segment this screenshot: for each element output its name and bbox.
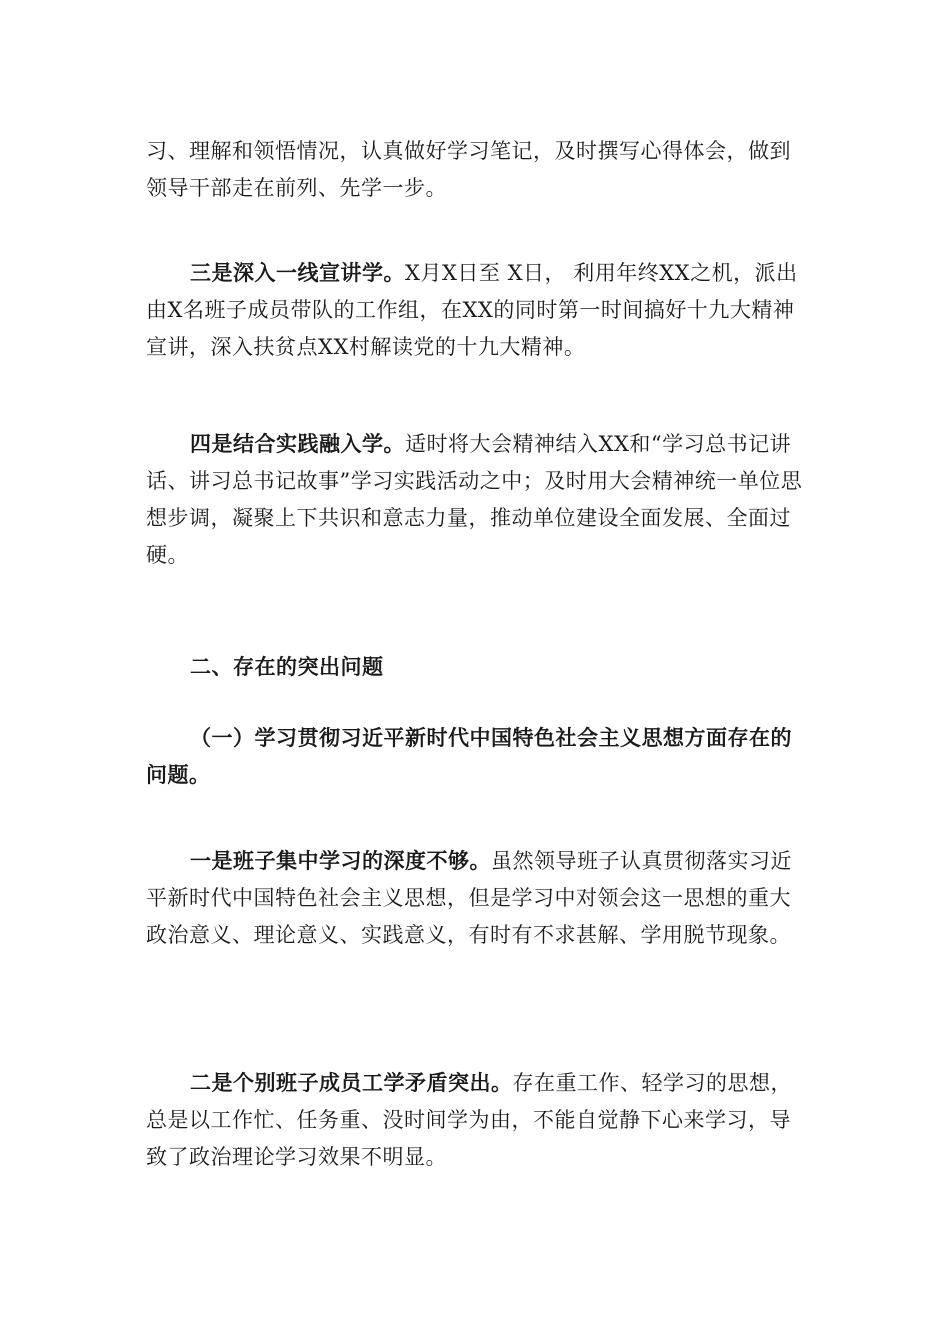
paragraph-two-conflict (146, 1064, 806, 1176)
paragraph-continued (146, 133, 806, 207)
paragraph-body: 适时将大会精神结入XX和“学习总书记讲话、讲习总书记故事”学习实践活动之中；及时用大会精神统一单位思想步调，凝聚上下共识和意志力量，推动单位建设全面发展、全面过硬。 (146, 432, 803, 567)
paragraph-four-practice (146, 425, 806, 574)
paragraph-lead: 三是深入一线宣讲学。 (190, 260, 405, 285)
paragraph-lead: 一是班子集中学习的深度不够。 (190, 848, 491, 873)
paragraph-body: 虽然领导班子认真贯彻落实习近平新时代中国特色社会主义思想，但是学习中对领会这一思想的重大政治意义、理论意义、实践意义，有时有不求甚解、学用脱节现象。 (146, 849, 792, 947)
subsection-heading (146, 719, 806, 793)
section-heading (146, 648, 806, 685)
paragraph-one-depth (146, 842, 806, 954)
paragraph-body: 存在重工作、轻学习的思想，总是以工作忙、任务重、没时间学为由，不能自觉静下心来学习，导致了政治理论学习效果不明显。 (146, 1071, 792, 1169)
subsection-heading-text: （一）学习贯彻习近平新时代中国特色社会主义思想方面存在的问题。 (146, 725, 792, 787)
section-heading-text: 二、存在的突出问题 (190, 654, 384, 679)
paragraph-body: X月X日至 X日， 利用年终XX之机，派出由X名班子成员带队的工作组，在XX的同时第一时间搞好十九大精神宣讲，深入扶贫点XX村解读党的十九大精神。 (146, 261, 798, 359)
paragraph-three-lecture (146, 254, 806, 366)
paragraph-lead: 四是结合实践融入学。 (190, 431, 405, 456)
paragraph-body: 习、理解和领悟情况，认真做好学习笔记，及时撰写心得体会，做到领导干部走在前列、先学一步。 (146, 139, 791, 200)
paragraph-lead: 二是个别班子成员工学矛盾突出。 (190, 1070, 513, 1095)
